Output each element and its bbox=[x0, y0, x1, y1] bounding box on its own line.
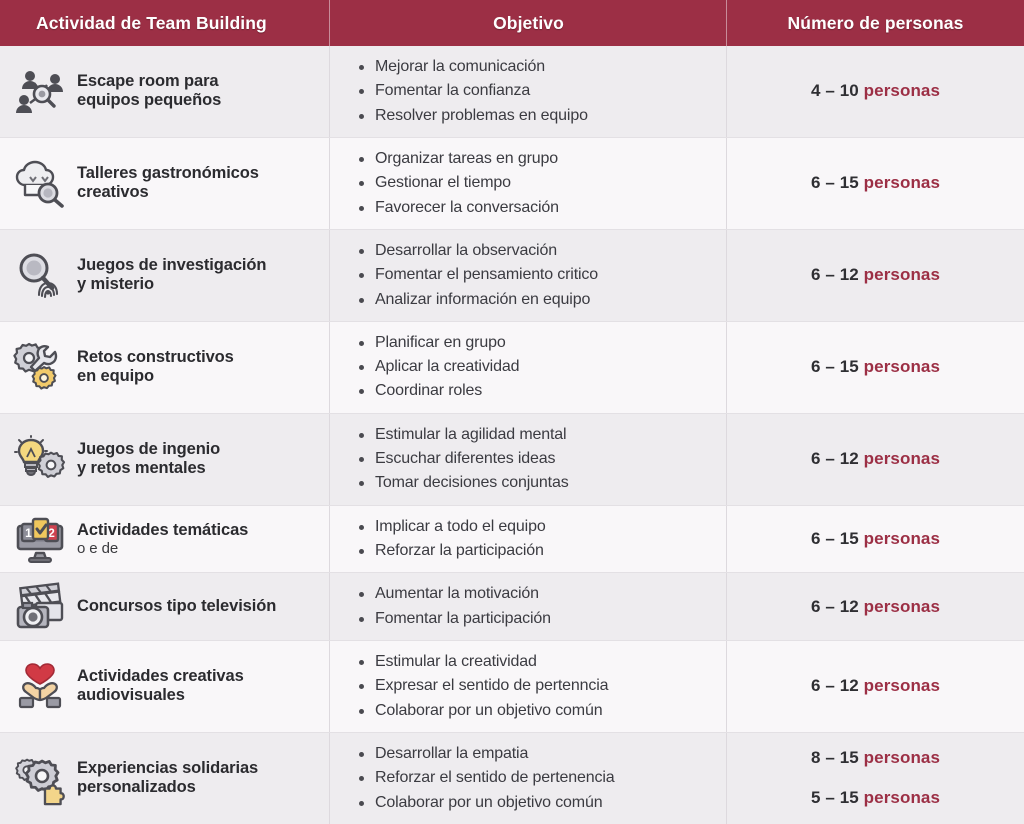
objective-item: Aumentar la motivación bbox=[358, 582, 551, 606]
activity-cell bbox=[0, 506, 330, 573]
objective-item: Colaborar por un objetivo común bbox=[358, 699, 608, 723]
objective-item: Fomentar la confianza bbox=[358, 79, 588, 103]
activity-title-line1: Actividades creativas bbox=[77, 667, 244, 686]
people-word: personas bbox=[863, 449, 941, 469]
objective-item: Coordinar roles bbox=[358, 379, 519, 403]
objective-item: Estimular la agilidad mental bbox=[358, 423, 569, 447]
people-count bbox=[811, 788, 940, 808]
people-word: personas bbox=[863, 265, 941, 285]
activity-title-line1: Actividades temáticas bbox=[77, 520, 249, 539]
gears-wrench-icon bbox=[12, 341, 68, 393]
people-count bbox=[811, 173, 940, 193]
svg-text:1: 1 bbox=[25, 526, 32, 540]
activity-title-line2: equipos pequeños bbox=[77, 91, 222, 110]
people-count-cell bbox=[727, 322, 1024, 413]
objective-item: Reforzar la participación bbox=[358, 539, 546, 563]
people-count bbox=[811, 748, 940, 768]
people-count-cell bbox=[727, 230, 1024, 321]
people-word: personas bbox=[863, 596, 941, 616]
objective-list bbox=[358, 147, 559, 220]
objective-item: Desarrollar la empatia bbox=[358, 742, 615, 766]
magnifier-fingerprint-icon bbox=[12, 249, 68, 301]
activity-title-line2: y retos mentales bbox=[77, 459, 206, 478]
objective-list bbox=[358, 582, 551, 631]
people-count-cell bbox=[727, 506, 1024, 573]
table-row bbox=[0, 414, 1024, 506]
objective-list bbox=[358, 650, 608, 723]
objective-item: Aplicar la creatividad bbox=[358, 355, 519, 379]
activity-title bbox=[77, 440, 220, 478]
people-word: personas bbox=[863, 529, 941, 548]
objective-list bbox=[358, 55, 588, 128]
objective-cell bbox=[330, 641, 727, 732]
activity-cell bbox=[0, 641, 330, 732]
objective-item: Desarrollar la observación bbox=[358, 239, 598, 263]
activity-title-line1: Juegos de ingenio bbox=[77, 440, 221, 459]
objective-item: Resolver problemas en equipo bbox=[358, 104, 588, 128]
activity-title-line1: Escape room para bbox=[77, 72, 219, 91]
activity-title-line2: creativos bbox=[77, 183, 149, 202]
people-count bbox=[811, 357, 940, 377]
objective-list bbox=[358, 423, 569, 496]
people-count-cell bbox=[727, 573, 1024, 640]
objective-item: Organizar tareas en grupo bbox=[358, 147, 559, 171]
people-count bbox=[811, 676, 940, 696]
column-header-activity-label: Actividad de Team Building bbox=[36, 12, 267, 33]
column-header-people-label: Número de personas bbox=[787, 12, 964, 33]
table-row bbox=[0, 46, 1024, 138]
activity-title-line1: Concursos tipo televisión bbox=[77, 597, 277, 616]
objective-item: Estimular la creatividad bbox=[358, 650, 608, 674]
people-range: 6 – 12 bbox=[810, 596, 859, 616]
activity-title-line2: o e de bbox=[77, 539, 119, 557]
people-count-cell bbox=[727, 733, 1024, 824]
people-count-cell bbox=[727, 641, 1024, 732]
objective-cell bbox=[330, 46, 727, 137]
people-range: 6 – 12 bbox=[810, 676, 859, 696]
table-row bbox=[0, 322, 1024, 414]
activity-title bbox=[77, 667, 244, 705]
people-range: 6 – 12 bbox=[810, 449, 859, 469]
objective-list bbox=[358, 742, 615, 815]
activity-cell bbox=[0, 414, 330, 505]
column-header-objective-label: Objetivo bbox=[493, 12, 564, 33]
column-header-activity bbox=[0, 0, 330, 46]
activity-cell bbox=[0, 46, 330, 137]
objective-item: Expresar el sentido de pertenncia bbox=[358, 674, 608, 698]
objective-item: Implicar a todo el equipo bbox=[358, 515, 546, 539]
people-range: 6 – 15 bbox=[810, 173, 859, 193]
objective-list bbox=[358, 515, 546, 564]
people-count-cell bbox=[727, 138, 1024, 229]
activity-title-line2: audiovisuales bbox=[77, 686, 185, 705]
svg-text:2: 2 bbox=[48, 526, 55, 540]
people-count bbox=[811, 81, 940, 101]
activity-title bbox=[77, 72, 221, 110]
quiz-monitor-icon bbox=[12, 513, 68, 565]
objective-item: Reforzar el sentido de pertenencia bbox=[358, 766, 615, 790]
people-count-cell bbox=[727, 414, 1024, 505]
objective-cell bbox=[330, 506, 727, 573]
activity-cell bbox=[0, 138, 330, 229]
activity-title bbox=[77, 164, 259, 202]
objective-item: Analizar información en equipo bbox=[358, 288, 598, 312]
objective-item: Fomentar la participación bbox=[358, 607, 551, 631]
people-count bbox=[811, 597, 940, 617]
objective-item: Escuchar diferentes ideas bbox=[358, 447, 569, 471]
column-header-objective bbox=[330, 0, 727, 46]
objective-item: Favorecer la conversación bbox=[358, 196, 559, 220]
objective-cell bbox=[330, 230, 727, 321]
activity-cell bbox=[0, 733, 330, 824]
activity-title bbox=[77, 348, 234, 386]
objective-cell bbox=[330, 573, 727, 640]
clapperboard-camera-icon bbox=[12, 581, 68, 633]
people-range: 6 – 12 bbox=[810, 265, 859, 285]
people-range: 4 – 10 bbox=[810, 81, 859, 101]
activity-title bbox=[77, 597, 276, 616]
people-word: personas bbox=[863, 676, 941, 696]
table-row bbox=[0, 733, 1024, 824]
table-row bbox=[0, 230, 1024, 322]
activity-cell bbox=[0, 322, 330, 413]
objective-item: Gestionar el tiempo bbox=[358, 171, 559, 195]
activity-title-line1: Experiencias solidarias bbox=[77, 759, 259, 778]
people-range: 5 – 15 bbox=[810, 788, 859, 808]
people-word: personas bbox=[863, 788, 941, 808]
people-word: personas bbox=[863, 81, 941, 101]
activity-title-line1: Talleres gastronómicos bbox=[77, 164, 259, 183]
activity-title bbox=[77, 256, 266, 294]
objective-list bbox=[358, 331, 519, 404]
gears-puzzle-icon bbox=[12, 752, 68, 804]
objective-item: Planificar en grupo bbox=[358, 331, 519, 355]
table-row bbox=[0, 641, 1024, 733]
activity-title bbox=[77, 521, 248, 558]
table-header-row bbox=[0, 0, 1024, 46]
activity-title-line1: Retos constructivos bbox=[77, 348, 234, 367]
people-count bbox=[811, 529, 940, 549]
lightbulb-gear-icon bbox=[12, 433, 68, 485]
table-row bbox=[0, 138, 1024, 230]
column-header-people bbox=[727, 0, 1024, 46]
people-word: personas bbox=[863, 748, 941, 768]
people-range: 6 – 15 bbox=[810, 357, 859, 377]
chef-hat-magnifier-icon bbox=[12, 157, 68, 209]
people-range: 6 – 15 bbox=[810, 529, 859, 548]
objective-cell bbox=[330, 733, 727, 824]
people-count-cell bbox=[727, 46, 1024, 137]
activity-title-line2: y misterio bbox=[77, 275, 154, 294]
objective-cell bbox=[330, 414, 727, 505]
objective-list bbox=[358, 239, 598, 312]
activity-title-line2: en equipo bbox=[77, 367, 155, 386]
table-body bbox=[0, 46, 1024, 824]
table-row bbox=[0, 573, 1024, 641]
people-range: 8 – 15 bbox=[810, 748, 859, 768]
table-row bbox=[0, 506, 1024, 574]
objective-cell bbox=[330, 138, 727, 229]
objective-item: Tomar decisiones conjuntas bbox=[358, 471, 569, 495]
people-count bbox=[811, 265, 940, 285]
activity-title bbox=[77, 759, 258, 797]
activity-title-line2: personalizados bbox=[77, 778, 196, 797]
activity-cell bbox=[0, 230, 330, 321]
heart-in-hands-icon bbox=[12, 660, 68, 712]
activity-title-line1: Juegos de investigación bbox=[77, 256, 267, 275]
people-word: personas bbox=[863, 173, 941, 193]
people-network-search-icon bbox=[12, 65, 68, 117]
objective-cell bbox=[330, 322, 727, 413]
objective-item: Mejorar la comunicación bbox=[358, 55, 588, 79]
people-count bbox=[811, 449, 940, 469]
people-word: personas bbox=[863, 357, 941, 377]
activity-cell bbox=[0, 573, 330, 640]
objective-item: Colaborar por un objetivo común bbox=[358, 791, 615, 815]
objective-item: Fomentar el pensamiento critico bbox=[358, 263, 598, 287]
